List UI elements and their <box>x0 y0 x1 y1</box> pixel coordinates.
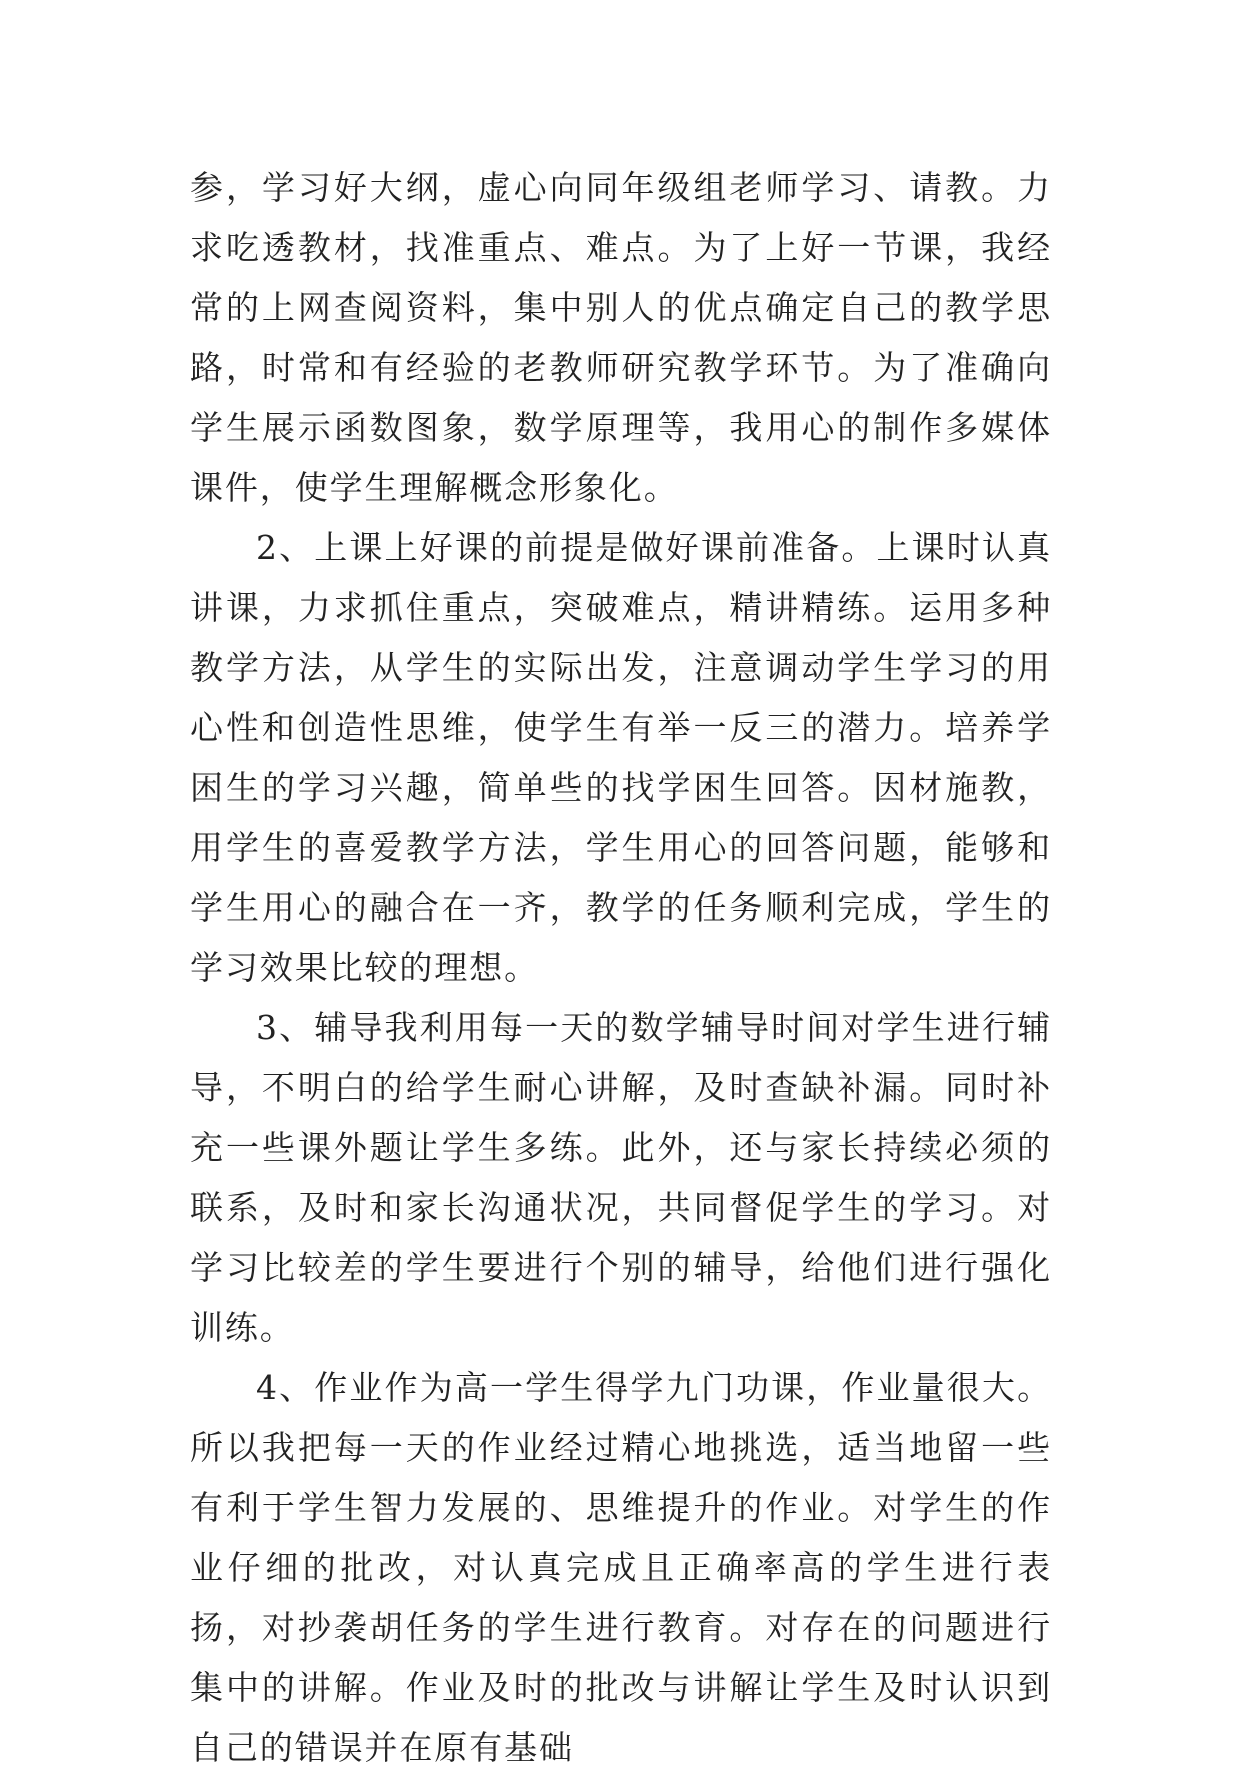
document-body <box>190 158 1052 1778</box>
paragraph-3: 3、辅导我利用每一天的数学辅导时间对学生进行辅导，不明白的给学生耐心讲解，及时查缺补漏。同时补充一些课外题让学生多练。此外，还与家长持续必须的联系，及时和家长沟通状况，共同督促学生的学习。对学习比较差的学生要进行个别的辅导，给他们进行强化训练。 <box>190 1008 1052 1347</box>
paragraph-4: 4、作业作为高一学生得学九门功课，作业量很大。所以我把每一天的作业经过精心地挑选，适当地留一些有利于学生智力发展的、思维提升的作业。对学生的作业仔细的批改，对认真完成且正确率高的学生进行表扬，对抄袭胡任务的学生进行教育。对存在的问题进行集中的讲解。作业及时的批改与讲解让学生及时认识到自己的错误并在原有基础 <box>190 1368 1052 1767</box>
paragraph-2: 2、上课上好课的前提是做好课前准备。上课时认真讲课，力求抓住重点，突破难点，精讲精练。运用多种教学方法，从学生的实际出发，注意调动学生学习的用心性和创造性思维，使学生有举一反三的潜力。培养学困生的学习兴趣，简单些的找学困生回答。因材施教，用学生的喜爱教学方法，学生用心的回答问题，能够和学生用心的融合在一齐，教学的任务顺利完成，学生的学习效果比较的理想。 <box>190 528 1052 987</box>
paragraph-1: 参，学习好大纲，虚心向同年级组老师学习、请教。力求吃透教材，找准重点、难点。为了上好一节课，我经常的上网查阅资料，集中别人的优点确定自己的教学思路，时常和有经验的老教师研究教学环节。为了准确向学生展示函数图象，数学原理等，我用心的制作多媒体课件，使学生理解概念形象化。 <box>190 168 1052 507</box>
